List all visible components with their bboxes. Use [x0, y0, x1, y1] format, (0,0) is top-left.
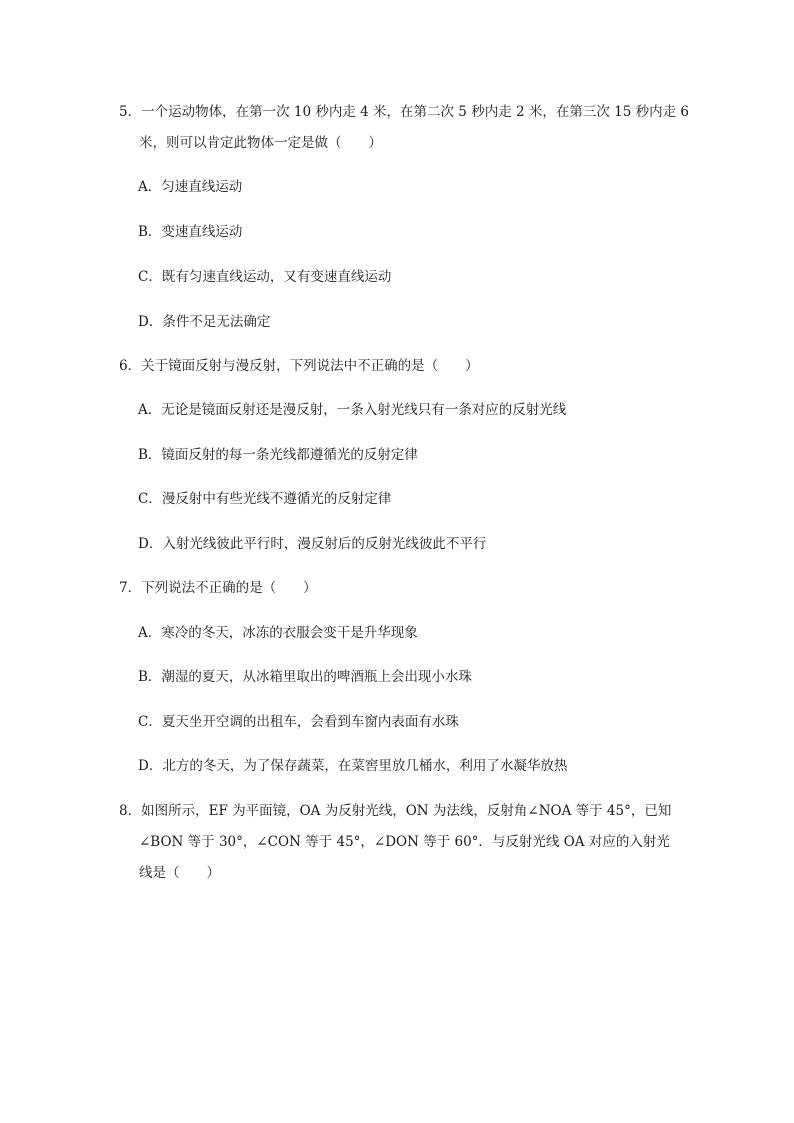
question-8-stem-line-1: 8．如图所示，EF 为平面镜，OA 为反射光线，ON 为法线，反射角∠NOA 等于 45°，已知: [119, 803, 672, 819]
question-6-stem-line-1: 6．关于镜面反射与漫反射，下列说法中不正确的是（ ）: [119, 358, 479, 374]
question-5-option-b: B．变速直线运动: [138, 224, 243, 240]
question-6-option-c: C．漫反射中有些光线不遵循光的反射定律: [138, 491, 392, 507]
question-5-stem-line-2: 米，则可以肯定此物体一定是做（ ）: [139, 135, 382, 151]
question-8-stem-line-2: ∠BON 等于 30°，∠CON 等于 45°，∠DON 等于 60°．与反射光线 OA 对应的入射光: [139, 834, 670, 850]
question-5-stem-line-1: 5．一个运动物体，在第一次 10 秒内走 4 米，在第二次 5 秒内走 2 米，在第三次 15 秒内走 6: [119, 104, 690, 120]
question-7-option-d: D．北方的冬天，为了保存蔬菜，在菜窖里放几桶水，利用了水凝华放热: [138, 758, 568, 774]
question-6-option-a: A．无论是镜面反射还是漫反射，一条入射光线只有一条对应的反射光线: [138, 402, 567, 418]
question-5-option-a: A．匀速直线运动: [138, 179, 243, 195]
question-6-option-b: B．镜面反射的每一条光线都遵循光的反射定律: [138, 447, 418, 463]
question-6-option-d: D．入射光线彼此平行时，漫反射后的反射光线彼此不平行: [138, 536, 487, 552]
question-7-option-a: A．寒冷的冬天，冰冻的衣服会变干是升华现象: [138, 625, 418, 641]
question-8-stem-line-3: 线是（ ）: [139, 865, 220, 881]
question-7-option-b: B．潮湿的夏天，从冰箱里取出的啤酒瓶上会出现小水珠: [138, 669, 472, 685]
question-5-option-c: C．既有匀速直线运动，又有变速直线运动: [138, 269, 392, 285]
question-7-stem-line-1: 7．下列说法不正确的是（ ）: [119, 580, 317, 596]
question-5-option-d: D．条件不足无法确定: [138, 314, 271, 330]
question-7-option-c: C．夏天坐开空调的出租车，会看到车窗内表面有水珠: [138, 714, 459, 730]
